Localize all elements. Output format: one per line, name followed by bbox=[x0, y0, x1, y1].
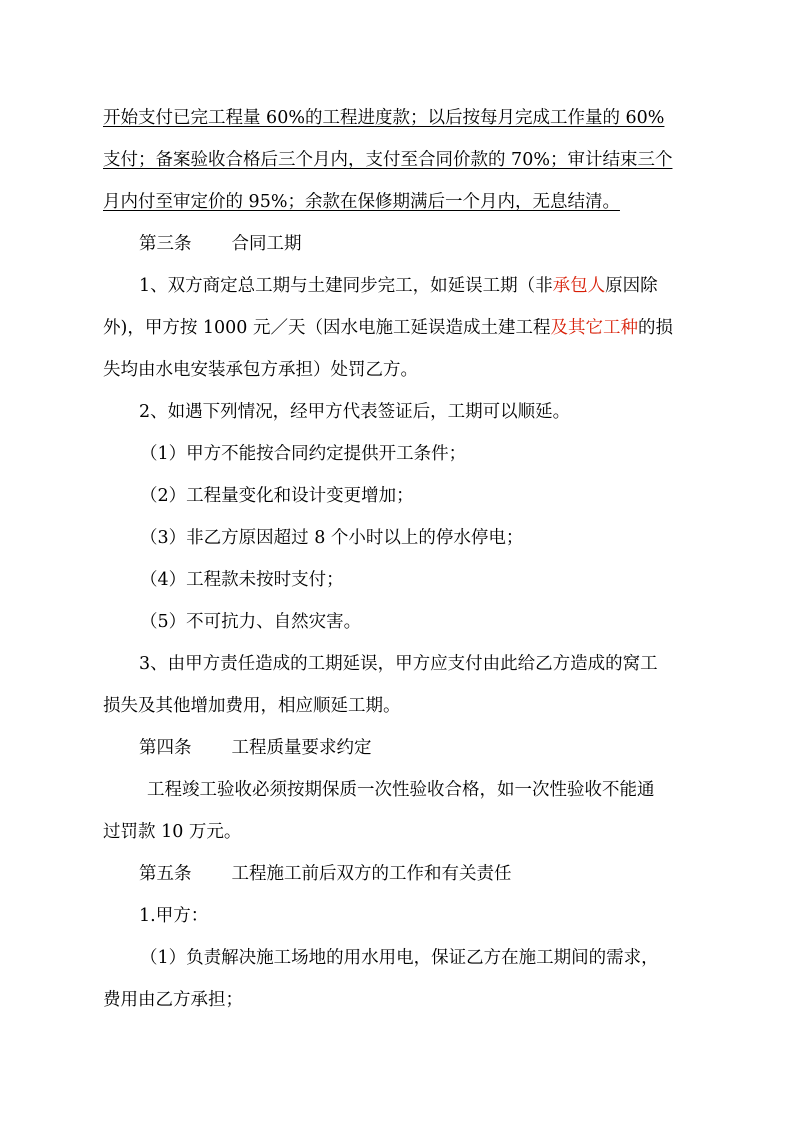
article-3-number: 第三条 bbox=[139, 234, 192, 254]
p1-red-other-trades: 及其它工种 bbox=[550, 318, 638, 338]
article-3-p3-line-2: 损失及其他增加费用，相应顺延工期。 bbox=[103, 696, 401, 716]
list-item: （3）非乙方原因超过 8 个小时以上的停水停电； bbox=[140, 528, 524, 548]
p1-text-d: 的损 bbox=[638, 318, 673, 338]
article-5-item-1-line-2: 费用由乙方承担； bbox=[103, 990, 243, 1010]
payment-line-2: 支付；备案验收合格后三个月内，支付至合同价款的 70%；审计结束三个 bbox=[103, 150, 673, 170]
article-3-heading bbox=[139, 232, 302, 256]
payment-line-1: 开始支付已完工程量 60%的工程进度款；以后按每月完成工作量的 60% bbox=[103, 108, 665, 128]
article-3-p1-line-1 bbox=[139, 274, 658, 298]
article-3-p2: 2、如遇下列情况，经甲方代表签证后，工期可以顺延。 bbox=[139, 402, 571, 422]
p1-text-a: 1、双方商定总工期与土建同步完工，如延误工期（非 bbox=[139, 276, 553, 296]
p1-text-c: 外)，甲方按 1000 元／天（因水电施工延误造成土建工程 bbox=[103, 318, 551, 338]
article-5-title: 工程施工前后双方的工作和有关责任 bbox=[231, 864, 512, 884]
p1-text-b: 原因除 bbox=[605, 276, 658, 296]
article-4-title: 工程质量要求约定 bbox=[231, 738, 372, 758]
article-4-heading bbox=[139, 736, 372, 760]
article-4-number: 第四条 bbox=[139, 738, 192, 758]
list-item: （2）工程量变化和设计变更增加； bbox=[140, 486, 414, 506]
article-3-p1-line-3: 失均由水电安装承包方承担）处罚乙方。 bbox=[103, 360, 418, 380]
article-5-item-1-line-1: （1）负责解决施工场地的用水用电，保证乙方在施工期间的需求， bbox=[140, 948, 659, 968]
article-5-number: 第五条 bbox=[139, 864, 192, 884]
article-4-p1-line-2: 过罚款 10 万元。 bbox=[103, 822, 242, 842]
article-3-title: 合同工期 bbox=[231, 234, 302, 254]
p1-red-contractor: 承包人 bbox=[552, 276, 606, 296]
payment-line-3: 月内付至审定价的 95%；余款在保修期满后一个月内，无息结清。 bbox=[103, 192, 620, 212]
list-item: （5）不可抗力、自然灾害。 bbox=[140, 612, 362, 632]
article-3-p1-line-2 bbox=[103, 316, 673, 340]
list-item: （1）甲方不能按合同约定提供开工条件； bbox=[140, 444, 467, 464]
article-4-p1-line-1: 工程竣工验收必须按期保质一次性验收合格，如一次性验收不能通 bbox=[147, 780, 655, 800]
list-item: （4）工程款未按时支付； bbox=[140, 570, 344, 590]
article-5-subheading: 1.甲方： bbox=[139, 906, 209, 926]
article-5-heading bbox=[139, 862, 512, 886]
article-3-p3-line-1: 3、由甲方责任造成的工期延误，甲方应支付由此给乙方造成的窝工 bbox=[139, 654, 658, 674]
